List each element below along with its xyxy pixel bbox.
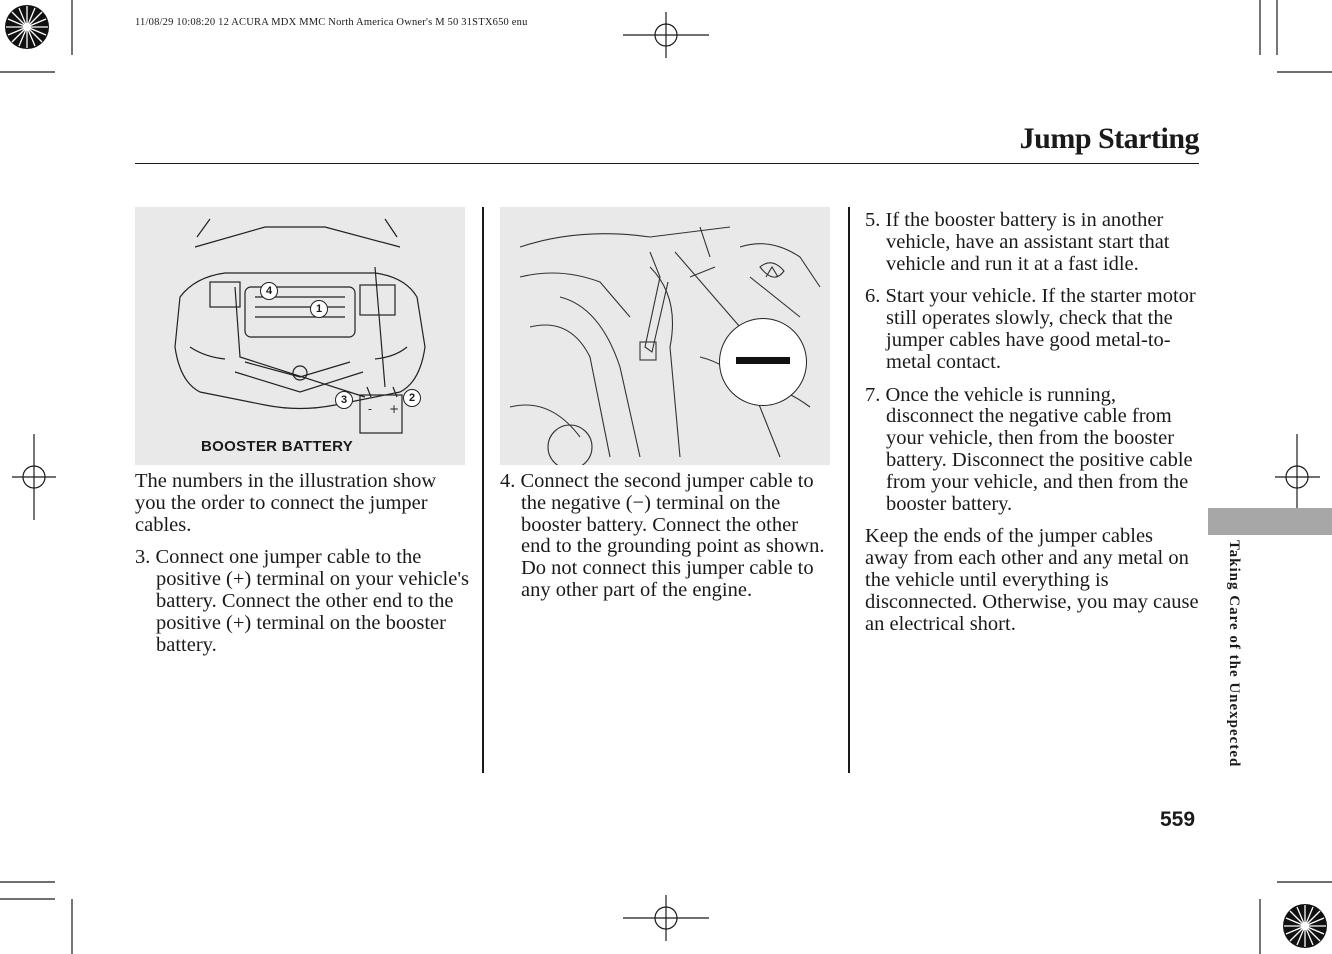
- callout-1: 1: [310, 300, 328, 318]
- callout-2: 2: [403, 389, 421, 407]
- engine-bay-illustration: [135, 207, 465, 465]
- svg-text:+: +: [389, 402, 400, 416]
- registration-mark-top: [623, 12, 709, 58]
- step-7: 7. Once the vehicle is running, disconnect the negative cable from your vehicle, then from the booster battery. Disconnect the positive cable from your vehicle, and then from the booster battery.: [865, 383, 1193, 515]
- step-4: 4. Connect the second jumper cable to the negative (−) terminal on the booster battery. Connect the other end to the grounding point as shown. Do not connect this jumper cable to any other part of the engine.: [500, 470, 825, 601]
- callout-3: 3: [335, 391, 353, 409]
- title-rule: [135, 163, 1199, 164]
- negative-terminal-callout: [719, 318, 807, 406]
- sunburst-mark-top-left: [5, 5, 49, 49]
- caution-note: Keep the ends of the jumper cables away from each other and any metal on the vehicle until everything is disconnected. Otherwise, you may cause an electrical short.: [865, 525, 1199, 635]
- column-2: [500, 471, 830, 613]
- sunburst-mark-bottom-right: [1283, 904, 1327, 948]
- page-title: Jump Starting: [1019, 122, 1199, 155]
- figure-grounding-point: [500, 207, 830, 465]
- callout-4: 4: [260, 282, 278, 300]
- section-side-label: Taking Care of the Unexpected: [1226, 540, 1242, 768]
- figure-caption: BOOSTER BATTERY: [201, 438, 354, 455]
- column-divider-2: [848, 207, 850, 773]
- intro-paragraph: The numbers in the illustration show you the order to connect the jumper cables.: [135, 470, 437, 536]
- registration-mark-bottom: [623, 895, 709, 941]
- step-5: 5. If the booster battery is in another vehicle, have an assistant start that vehicle and run it at a fast idle.: [865, 209, 1170, 275]
- column-3: [865, 210, 1200, 646]
- column-1: [135, 471, 470, 667]
- minus-sign-icon: [736, 357, 790, 364]
- section-tab: [1208, 508, 1332, 535]
- print-header: 11/08/29 10:08:20 12 ACURA MDX MMC North America Owner's M 50 31STX650 enu: [135, 17, 528, 28]
- registration-mark-left: [12, 434, 56, 520]
- column-divider-1: [482, 207, 484, 773]
- step-3: 3. Connect one jumper cable to the positive (+) terminal on your vehicle's battery. Connect the other end to the positive (+) terminal on the booster battery.: [135, 546, 469, 656]
- figure-booster-battery: [135, 207, 465, 465]
- step-6: 6. Start your vehicle. If the starter motor still operates slowly, check that the jumper cables have good metal-to-metal contact.: [865, 285, 1196, 373]
- page-number: 559: [1160, 808, 1196, 831]
- svg-text:-: -: [368, 402, 373, 416]
